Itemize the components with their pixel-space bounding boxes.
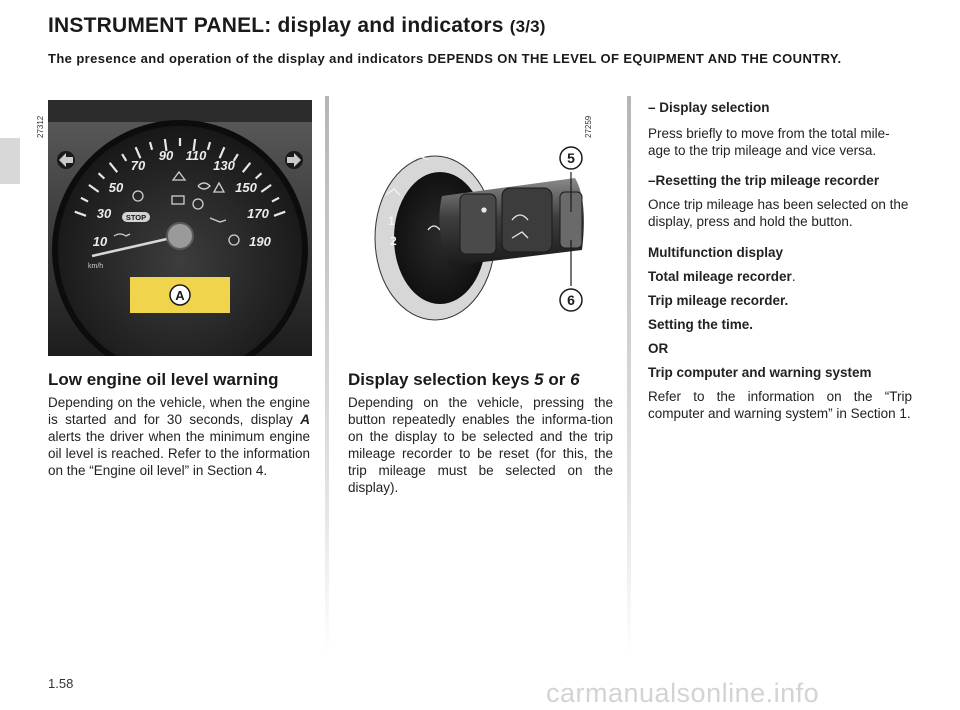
speed-label-90: 90 (158, 148, 174, 163)
section-tab-marker (0, 138, 20, 184)
figure-code-stalk: 27259 (584, 115, 593, 138)
column-divider-right (627, 96, 631, 656)
figure-code-cluster: 27312 (36, 115, 45, 138)
low-oil-heading: Low engine oil level warning (48, 370, 279, 389)
needle-hub (167, 223, 193, 249)
display-selection-title: – Display selection (648, 100, 770, 115)
stalk-mark-2: 2 (390, 234, 397, 248)
display-keys-heading: Display selection keys 5 or 6 (348, 370, 580, 389)
speed-label-130: 130 (213, 158, 235, 173)
display-a-callout-label: A (175, 288, 185, 303)
key-6-ref: 6 (570, 370, 580, 389)
stalk-mark-1: 1 (388, 214, 395, 228)
page-title: INSTRUMENT PANEL: display and indicators (3/3) (48, 14, 546, 37)
speed-label-150: 150 (235, 180, 257, 195)
speed-label-110: 110 (185, 148, 207, 163)
intro-note: The presence and operation of the display and indicators DEPENDS ON THE LEVEL OF EQUIPMENT AND THE COUNTRY. (48, 51, 842, 66)
stalk-illustration (350, 100, 614, 330)
page-number: 1.58 (48, 676, 74, 691)
speed-label-70: 70 (130, 158, 146, 173)
refer-trip-computer-text: Refer to the information on the “Trip computer and warning system” in Section 1. (648, 389, 912, 421)
display-a-ref: A (300, 412, 310, 427)
total-mileage-label: Total mileage recorder. (648, 269, 796, 284)
or-label: OR (648, 341, 669, 356)
speed-label-30: 30 (96, 206, 112, 221)
trip-mileage-label: Trip mileage recorder. (648, 293, 789, 308)
watermark: carmanualsonline.info (546, 678, 820, 708)
stalk-rotary-collar (460, 194, 496, 254)
multifunction-label: Multifunction display (648, 245, 783, 260)
page-title-suffix: (3/3) (509, 17, 546, 36)
display-keys-text: Depending on the vehicle, pressing the button repeatedly enables the informa-tion on the display to be selected and the trip mileage recorder to be reset (for this, the trip mileage must be selected on the display). (348, 395, 613, 495)
speed-label-10: 10 (92, 234, 108, 249)
callout-5-label: 5 (567, 150, 575, 166)
trip-computer-label: Trip computer and warning system (648, 365, 872, 380)
column-divider-left (325, 96, 329, 656)
low-oil-text: Depending on the vehicle, when the engine is started and for 30 seconds, display A alerts the driver when the minimum engine oil level is reached. Refer to the information on the “Engine oil level” in Section 4. (48, 395, 310, 478)
key-5-ref: 5 (534, 370, 544, 389)
display-stalk-figure (350, 100, 614, 330)
turn-right-arrow-icon (285, 151, 303, 169)
setting-time-label: Setting the time. (648, 317, 754, 332)
instrument-cluster-illustration (48, 100, 312, 356)
instrument-cluster-figure (36, 100, 312, 356)
reset-title: –Resetting the trip mileage recorder (648, 173, 880, 188)
speed-label-170: 170 (247, 206, 269, 221)
callout-6-label: 6 (567, 292, 575, 308)
reset-text: Once trip mileage has been selected on the display, press and hold the button. (648, 197, 909, 229)
speed-label-50: 50 (108, 180, 124, 195)
speed-unit-label: km/h (88, 263, 104, 270)
speed-label-190: 190 (249, 234, 271, 249)
stop-lamp-label: STOP (125, 213, 147, 222)
turn-left-arrow-icon (57, 151, 75, 169)
stalk-collar-front (502, 188, 552, 252)
display-selection-text: Press briefly to move from the total mile-age to the trip mileage and vice versa. (648, 126, 890, 158)
